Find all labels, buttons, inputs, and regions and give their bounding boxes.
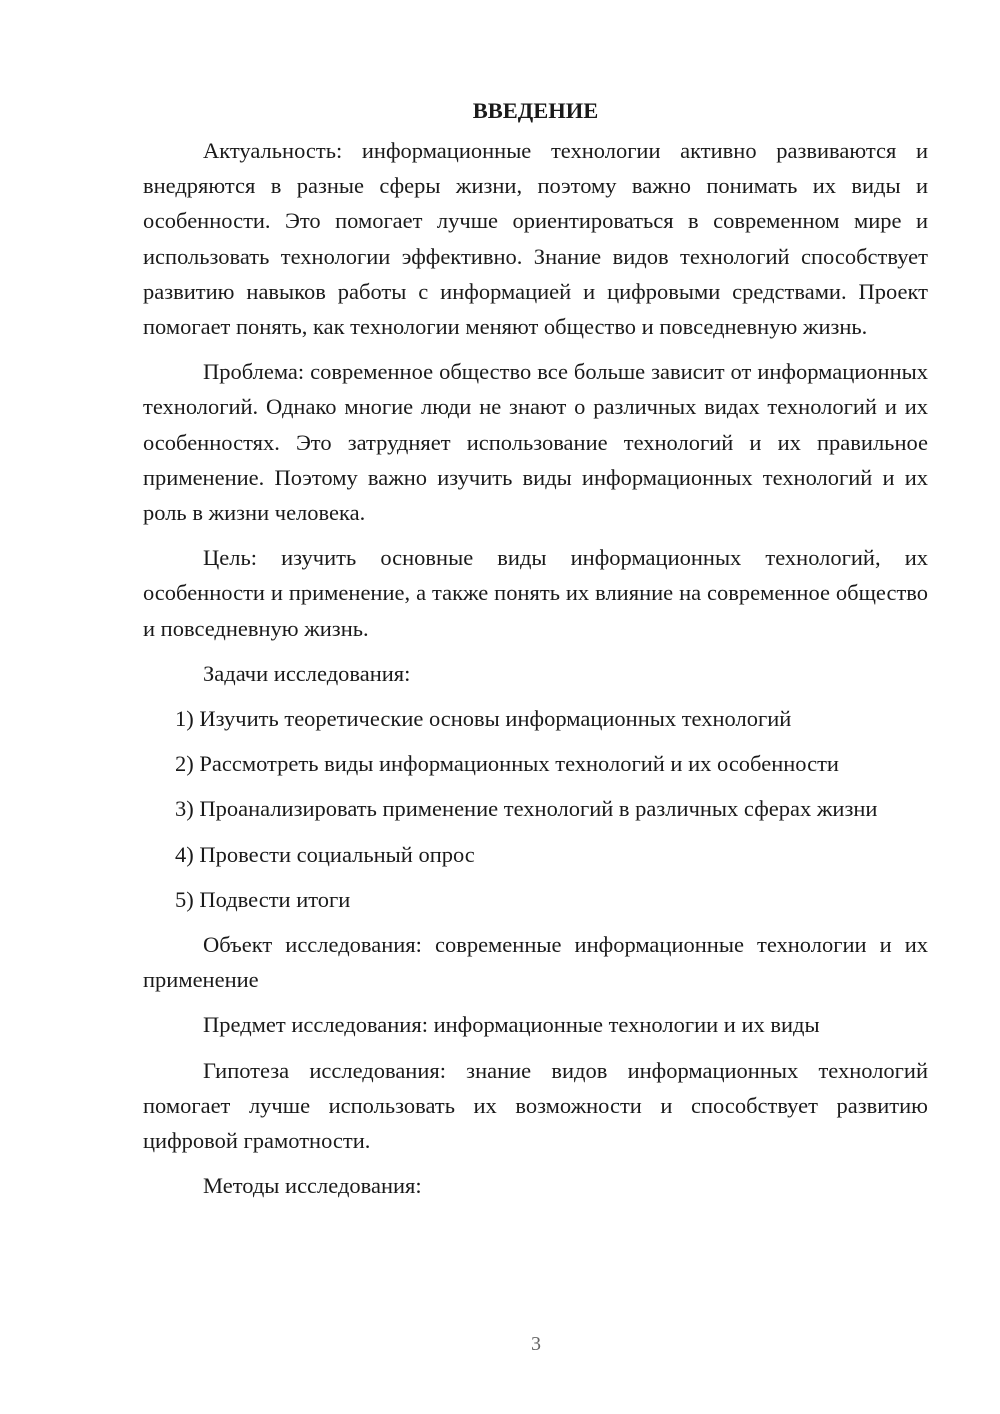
page-number: 3 (531, 1333, 541, 1355)
task-item: 4) Провести социальный опрос (175, 841, 475, 867)
task-item: 3) Проанализировать применение технологий в различных сферах жизни (175, 796, 878, 822)
subject-paragraph: Предмет исследования: информационные технологии и их виды (203, 1012, 820, 1038)
methods-heading: Методы исследования: (203, 1173, 422, 1199)
task-item: 2) Рассмотреть виды информационных технологий и их особенности (175, 751, 839, 777)
problem-paragraph: Проблема: современное общество все больше зависит от информационных технологий. Однако многие люди не знают о различных видах технологий и их особенностях. Это затрудняет использование технологий и их правильное применение. Поэтому важно изучить виды информационных технологий и их роль в жизни человека. (143, 359, 928, 526)
hypothesis-paragraph: Гипотеза исследования: знание видов информационных технологий помогает лучше использовать их возможности и способствует развитию цифровой грамотности. (143, 1057, 928, 1154)
document-page (143, 97, 928, 1213)
section-title: ВВЕДЕНИЕ (472, 98, 599, 123)
tasks-heading: Задачи исследования: (203, 660, 411, 686)
task-item: 5) Подвести итоги (175, 886, 351, 912)
goal-paragraph: Цель: изучить основные виды информационных технологий, их особенности и применение, а также понять их влияние на современное общество и повседневную жизнь. (143, 545, 928, 641)
task-item: 1) Изучить теоретические основы информационных технологий (175, 706, 792, 732)
object-paragraph: Объект исследования: современные информационные технологии и их применение (143, 932, 928, 993)
relevance-paragraph: Актуальность: информационные технологии активно развиваются и внедряются в разные сферы жизни, поэтому важно понимать их виды и особенности. Это помогает лучше ориентироваться в современном мире и использовать технологии эффективно. Знание видов технологий способствует развитию навыков работы с информацией и цифровыми средствами. Проект помогает понять, как технологии меняют общество и повседневную жизнь. (143, 138, 928, 340)
